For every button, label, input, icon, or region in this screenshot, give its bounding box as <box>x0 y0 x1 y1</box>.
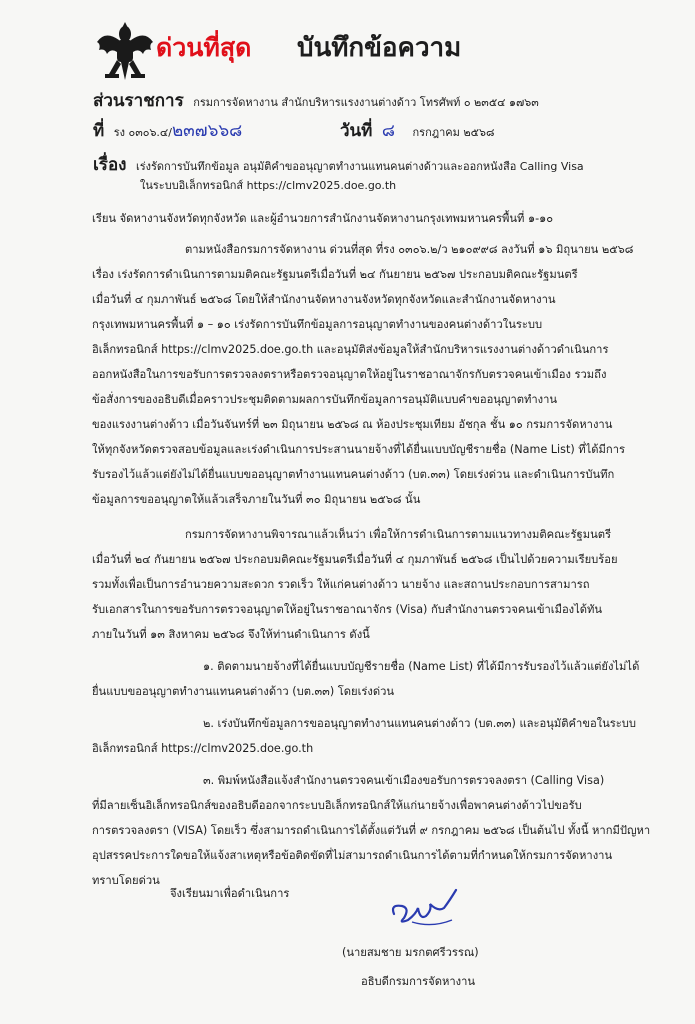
agency-label: ส่วนราชการ <box>93 91 184 111</box>
paragraph-1-line: อิเล็กทรอนิกส์ https://clmv2025.doe.go.th และอนุมัติส่งข้อมูลให้สำนักบริหารแรงงานต่างด้าวดำเนินการ <box>92 343 609 356</box>
paragraph-1-line: เมื่อวันที่ ๔ กุมภาพันธ์ ๒๕๖๘ โดยให้สำนักงานจัดหางานจังหวัดทุกจังหวัดและสำนักงานจัดหางาน <box>92 293 556 306</box>
paragraph-1-line: ข้อสั่งการของอธิบดีเมื่อคราวประชุมติดตามผลการบันทึกข้อมูลการอนุมัติแบบคำขออนุญาตทำงาน <box>92 393 558 406</box>
paragraph-1-line: กรุงเทพมหานครพื้นที่ ๑ – ๑๐ เร่งรัดการบันทึกข้อมูลการอนุญาตทำงานของคนต่างด้าวในระบบ <box>92 318 543 331</box>
paragraph-1-line: ให้ทุกจังหวัดตรวจสอบข้อมูลและเร่งดำเนินการประสานนายจ้างที่ได้ยื่นแบบบัญชีรายชื่อ (Name List) ที่ได้มีการ <box>92 443 625 456</box>
signatory-name: (นายสมชาย มรกตศรีวรรณ) <box>342 946 479 959</box>
date-day-handwritten: ๘ <box>381 121 395 141</box>
agency-value: กรมการจัดหางาน สำนักบริหารแรงงานต่างด้าว โทรศัพท์ ๐ ๒๓๕๔ ๑๗๖๓ <box>193 96 539 109</box>
subject-line-2: ในระบบอิเล็กทรอนิกส์ https://clmv2025.doe.go.th <box>140 179 397 192</box>
salutation: เรียน จัดหางานจังหวัดทุกจังหวัด และผู้อำนวยการสำนักงานจัดหางานกรุงเทพมหานครพื้นที่ ๑-๑๐ <box>92 212 554 225</box>
paragraph-2-line: ภายในวันที่ ๑๓ สิงหาคม ๒๕๖๘ จึงให้ท่านดำเนินการ ดังนี้ <box>92 628 370 641</box>
ref-prefix: รง ๐๓๐๖.๔/ <box>113 126 172 139</box>
urgency-stamp: ด่วนที่สุด <box>156 33 252 62</box>
closing-line: จึงเรียนมาเพื่อดำเนินการ <box>170 887 290 900</box>
subject-label: เรื่อง <box>93 155 127 175</box>
garuda-emblem-icon <box>95 20 155 84</box>
list-item-1-line: ๑. ติดตามนายจ้างที่ได้ยื่นแบบบัญชีรายชื่อ (Name List) ที่ได้มีการรับรองไว้แล้วแต่ยังไม่ได้ <box>203 660 640 673</box>
agency-row <box>93 87 539 114</box>
list-item-3-line: ทราบโดยด่วน <box>92 874 160 887</box>
paragraph-1-line: ของแรงงานต่างด้าว เมื่อวันจันทร์ที่ ๒๓ มิถุนายน ๒๕๖๘ ณ ห้องประชุมเทียม อัชกุล ชั้น ๑๐ กรมการจัดหางาน <box>92 418 613 431</box>
paragraph-1-line: ออกหนังสือในการขอรับการตรวจลงตราหรือตรวจอนุญาตให้อยู่ในราชอาณาจักรกับตรวจคนเข้าเมือง รวมถึง <box>92 368 607 381</box>
date-label: วันที่ <box>340 121 373 141</box>
paragraph-1-line: รับรองไว้แล้วแต่ยังไม่ได้ยื่นแบบขออนุญาตทำงานแทนคนต่างด้าว (บต.๓๓) โดยเร่งด่วน และดำเนินการบันทึก <box>92 468 615 481</box>
paragraph-2-line: รวมทั้งเพื่อเป็นการอำนวยความสะดวก รวดเร็ว ให้แก่คนต่างด้าว นายจ้าง และสถานประกอบการสามารถ <box>92 578 590 591</box>
paragraph-1-line: เรื่อง เร่งรัดการดำเนินการตามมติคณะรัฐมนตรีเมื่อวันที่ ๒๔ กันยายน ๒๕๖๗ ประกอบมติคณะรัฐมนตรี <box>92 268 578 281</box>
list-item-3-line: ที่มีลายเซ็นอิเล็กทรอนิกส์ของอธิบดีออกจากระบบอิเล็กทรอนิกส์ให้แก่นายจ้างเพื่อพาคนต่างด้าวไปขอรับ <box>92 799 582 812</box>
subject-line-1: เร่งรัดการบันทึกข้อมูล อนุมัติคำขออนุญาตทำงานแทนคนต่างด้าวและออกหนังสือ Calling Visa <box>135 160 584 173</box>
signatory-position: อธิบดีกรมการจัดหางาน <box>361 975 476 988</box>
date-row <box>340 117 494 144</box>
memo-title: บันทึกข้อความ <box>297 33 462 63</box>
list-item-2-line: อิเล็กทรอนิกส์ https://clmv2025.doe.go.th <box>92 742 314 755</box>
list-item-3-line: อุปสรรคประการใดขอให้แจ้งสาเหตุหรือข้อติดขัดที่ไม่สามารถดำเนินการได้ตามที่กำหนดให้กรมการจัดหางาน <box>92 849 613 862</box>
date-month-year: กรกฎาคม ๒๕๖๘ <box>412 126 495 139</box>
list-item-2-line: ๒. เร่งบันทึกข้อมูลการขออนุญาตทำงานแทนคนต่างด้าว (บต.๓๓) และอนุมัติคำขอในระบบ <box>203 717 637 730</box>
subject-row <box>93 151 584 178</box>
signature-icon <box>382 882 472 932</box>
list-item-1-line: ยื่นแบบขออนุญาตทำงานแทนคนต่างด้าว (บต.๓๓) โดยเร่งด่วน <box>92 685 395 698</box>
paragraph-2-line: เมื่อวันที่ ๒๔ กันยายน ๒๕๖๗ ประกอบมติคณะรัฐมนตรีเมื่อวันที่ ๔ กุมภาพันธ์ ๒๕๖๘ เป็นไปด้วยความเรียบร้อย <box>92 553 618 566</box>
paragraph-2-line: กรมการจัดหางานพิจารณาแล้วเห็นว่า เพื่อให้การดำเนินการตามแนวทางมติคณะรัฐมนตรี <box>185 528 612 541</box>
reference-row <box>93 117 242 144</box>
paragraph-1-line: ตามหนังสือกรมการจัดหางาน ด่วนที่สุด ที่รง ๐๓๐๖.๒/ว ๒๑๐๙๙๘ ลงวันที่ ๑๖ มิถุนายน ๒๕๖๘ <box>185 243 634 256</box>
list-item-3-line: ๓. พิมพ์หนังสือแจ้งสำนักงานตรวจคนเข้าเมืองขอรับการตรวจลงตรา (Calling Visa) <box>203 774 605 787</box>
ref-number-handwritten: ๒๓๗๖๖๘ <box>171 121 243 141</box>
paragraph-1-line: ข้อมูลการขออนุญาตให้แล้วเสร็จภายในวันที่ ๓๐ มิถุนายน ๒๕๖๘ นั้น <box>92 493 421 506</box>
paragraph-2-line: รับเอกสารในการขอรับการตรวจอนุญาตให้อยู่ในราชอาณาจักร (Visa) กับสำนักงานตรวจคนเข้าเมืองได้ทัน <box>92 603 603 616</box>
ref-label: ที่ <box>93 121 105 141</box>
list-item-3-line: การตรวจลงตรา (VISA) โดยเร็ว ซึ่งสามารถดำเนินการได้ตั้งแต่วันที่ ๙ กรกฎาคม ๒๕๖๘ เป็นต้นไป ทั้งนี้ หากมีปัญหา <box>92 824 651 837</box>
